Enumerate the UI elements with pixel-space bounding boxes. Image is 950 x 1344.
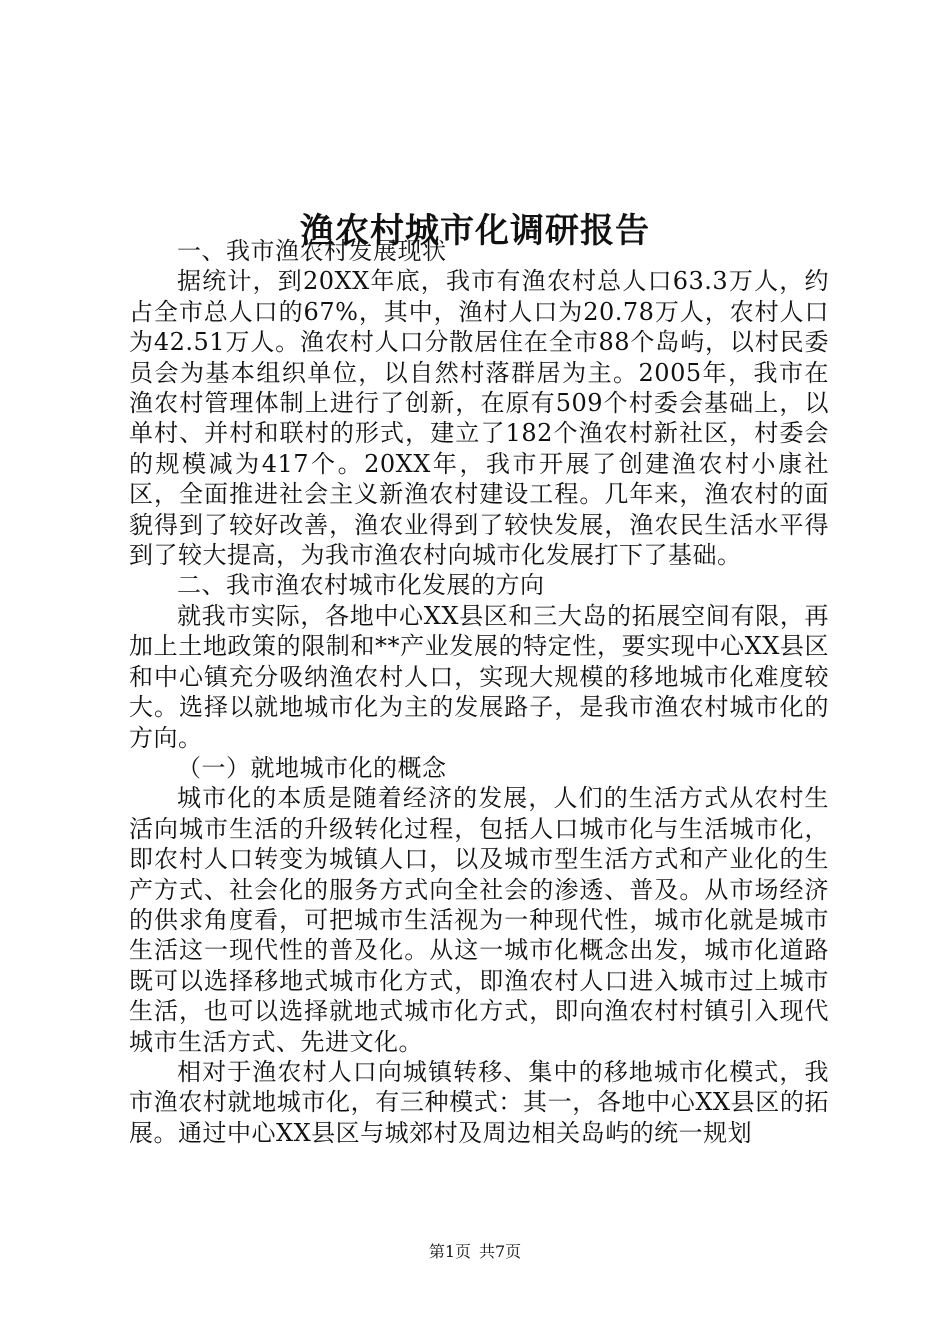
- paragraph-concept: 城市化的本质是随着经济的发展，人们的生活方式从农村生活向城市生活的升级转化过程，包括人口城市化与生活城市化，即农村人口转变为城镇人口，以及城市型生活方式和产业化的生产方式、社会化的服务方式向全社会的渗透、普及。从市场经济的供求角度看，可把城市生活视为一种现代性，城市化就是城市生活这一现代性的普及化。从这一城市化概念出发，城市化道路既可以选择移地式城市化方式，即渔农村人口进入城市过上城市生活，也可以选择就地式城市化方式，即向渔农村村镇引入现代城市生活方式、先进文化。: [129, 784, 829, 1056]
- page-number: 第1页: [428, 1242, 471, 1261]
- document-body: [129, 236, 829, 1148]
- page-footer: [0, 1240, 950, 1264]
- paragraph-statistics: 据统计，到20XX年底，我市有渔农村总人口63.3万人，约占全市总人口的67%，其中，渔村人口为20.78万人，农村人口为42.51万人。渔农村人口分散居住在全市88个岛屿，以村民委员会为基本组织单位，以自然村落群居为主。2005年，我市在渔农村管理体制上进行了创新，在原有509个村委会基础上，以单村、并村和联村的形式，建立了182个渔农村新社区，村委会的规模减为417个。20XX年，我市开展了创建渔农村小康社区，全面推进社会主义新渔农村建设工程。几年来，渔农村的面貌得到了较好改善，渔农业得到了较快发展，渔农民生活水平得到了较大提高，为我市渔农村向城市化发展打下了基础。: [129, 267, 829, 570]
- subsection-heading-1: （一）就地城市化的概念: [177, 753, 447, 782]
- section-heading-2: 二、我市渔农村城市化发展的方向: [177, 571, 545, 600]
- section-heading-1: 一、我市渔农村发展现状: [177, 237, 447, 265]
- paragraph-direction: 就我市实际，各地中心XX县区和三大岛的拓展空间有限，再加上土地政策的限制和**产业发展的特定性，要实现中心XX县区和中心镇充分吸纳渔农村人口，实现大规模的移地城市化难度较大。选择以就地城市化为主的发展路子，是我市渔农村城市化的方向。: [129, 601, 829, 752]
- paragraph-models: 相对于渔农村人口向城镇转移、集中的移地城市化模式，我市渔农村就地城市化，有三种模式：其一，各地中心XX县区的拓展。通过中心XX县区与城郊村及周边相关岛屿的统一规划: [129, 1057, 829, 1147]
- document-title: 渔农村城市化调研报告: [300, 210, 650, 251]
- page-total: 共7页: [479, 1242, 522, 1261]
